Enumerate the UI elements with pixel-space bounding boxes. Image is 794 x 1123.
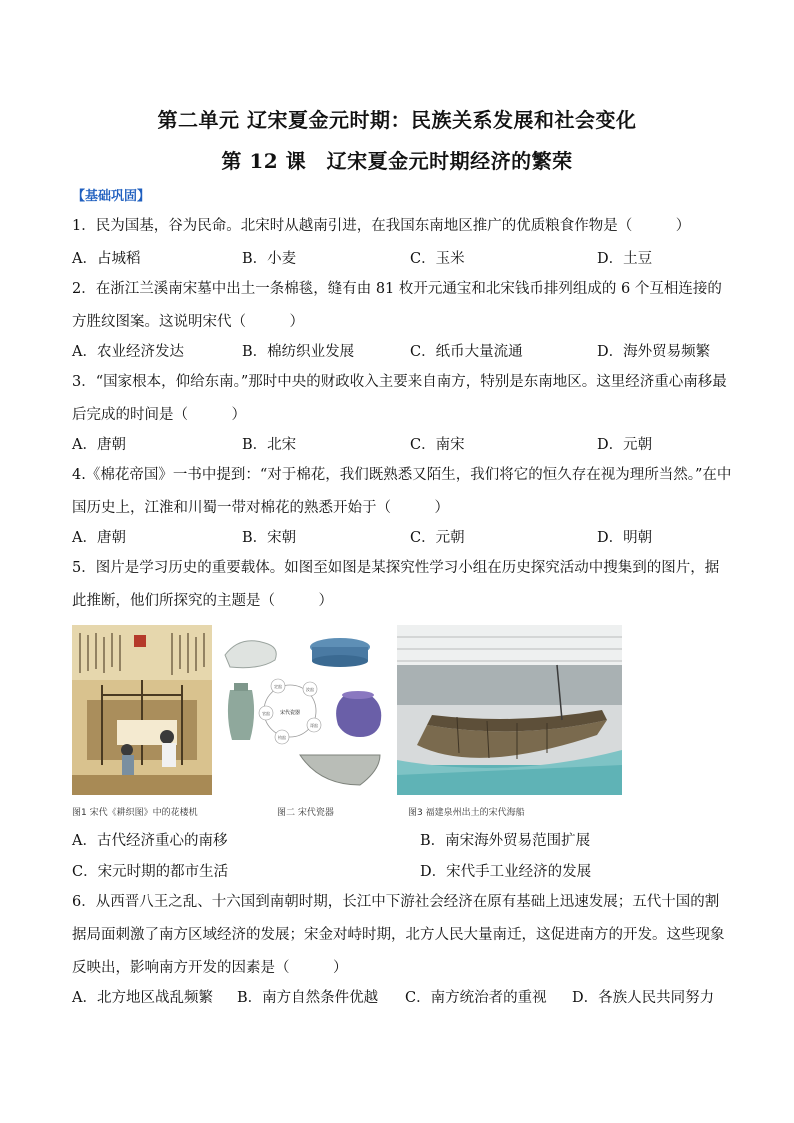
option-b: B．南宋海外贸易范围扩展 [420,833,591,849]
question-6-options [72,982,732,1015]
option-b: B．小麦 [242,251,297,267]
option-d: D．明朝 [597,530,653,546]
question-5-options-row2 [72,856,732,889]
figure-2-porcelain [220,625,390,795]
option-a: A．农业经济发达 [72,344,184,360]
option-c: C．元朝 [410,530,465,546]
option-d: D．各族人民共同努力 [572,990,715,1006]
option-d: D．海外贸易频繁 [597,344,711,360]
question-3-options [72,429,732,462]
option-a: A．唐朝 [72,437,126,453]
option-c: C．南方统治者的重视 [405,990,547,1006]
lesson-title: 第 12 课 辽宋夏金元时期经济的繁荣 [221,149,573,173]
question-5-figures [72,625,622,820]
option-d: D．土豆 [597,251,653,267]
diagram-center-label: 宋代瓷器 [279,710,301,716]
question-4-options [72,522,732,555]
unit-title: 第二单元 辽宋夏金元时期：民族关系发展和社会变化 [157,108,637,132]
option-b: B．北宋 [242,437,297,453]
question-1-text: 1．民为国基，谷为民命。北宋时从越南引进，在我国东南地区推广的优质粮食作物是（ ） [72,218,691,234]
figure-3-ship-museum [397,625,622,795]
option-c: C．宋元时期的都市生活 [72,864,229,880]
question-6-text: 6．从西晋八王之乱、十六国到南朝时期，长江中下游社会经济在原有基础上迅速发展；五代十国的割据局面刺激了南方区域经济的发展；宋金对峙时期，北方人民大量南迁，这促进南方的开发。这些现象反映出，影响南方开发的因素是（ ） [72,894,725,976]
question-1-options [72,243,732,276]
question-3-text: 3．“国家根本，仰给东南。”那时中央的财政收入主要来自南方，特别是东南地区。这里经济重心南移最后完成的时间是（ ） [72,374,727,423]
question-5-text: 5．图片是学习历史的重要载体。如图至如图是某探究性学习小组在历史探究活动中搜集到的图片，据此推断，他们所探究的主题是（ ） [72,560,720,609]
diagram-node-4: 哥窑 [310,723,318,728]
figure-3-caption: 图3 福建泉州出土的宋代海船 [408,808,525,818]
option-a: A．古代经济重心的南移 [72,833,228,849]
option-a: A．北方地区战乱频繁 [72,990,213,1006]
diagram-node-5: 钧窑 [278,735,286,740]
option-b: B．棉纺织业发展 [242,344,355,360]
question-2-options [72,336,732,369]
figure-1-caption: 图1 宋代《耕织图》中的花楼机 [72,808,198,818]
option-a: A．占城稻 [72,251,141,267]
diagram-node-3: 官窑 [262,711,270,716]
option-b: B．南方自然条件优越 [237,990,379,1006]
option-d: D．宋代手工业经济的发展 [420,864,592,880]
option-c: C．南宋 [410,437,465,453]
option-c: C．纸币大量流通 [410,344,523,360]
option-c: C．玉米 [410,251,465,267]
option-a: A．唐朝 [72,530,126,546]
figure-2-caption: 图二 宋代瓷器 [277,808,334,818]
question-2-text: 2．在浙江兰溪南宋墓中出土一条棉毯，缝有由 81 枚开元通宝和北宋钱币排列组成的 6 个互相连接的方胜纹图案。这说明宋代（ ） [72,281,722,330]
figure-1-loom-painting [72,625,212,795]
question-5-options-row1 [72,825,732,858]
question-4-text: 4.《棉花帝国》一书中提到：“对于棉花，我们既熟悉又陌生，我们将它的恒久存在视为理所当然。”在中国历史上，江淮和川蜀一带对棉花的熟悉开始于（ ） [72,467,732,516]
diagram-node-1: 定窑 [274,684,282,689]
diagram-node-2: 汝窑 [306,687,314,692]
section-label: 【基础巩固】 [72,189,151,204]
option-b: B．宋朝 [242,530,297,546]
option-d: D．元朝 [597,437,653,453]
